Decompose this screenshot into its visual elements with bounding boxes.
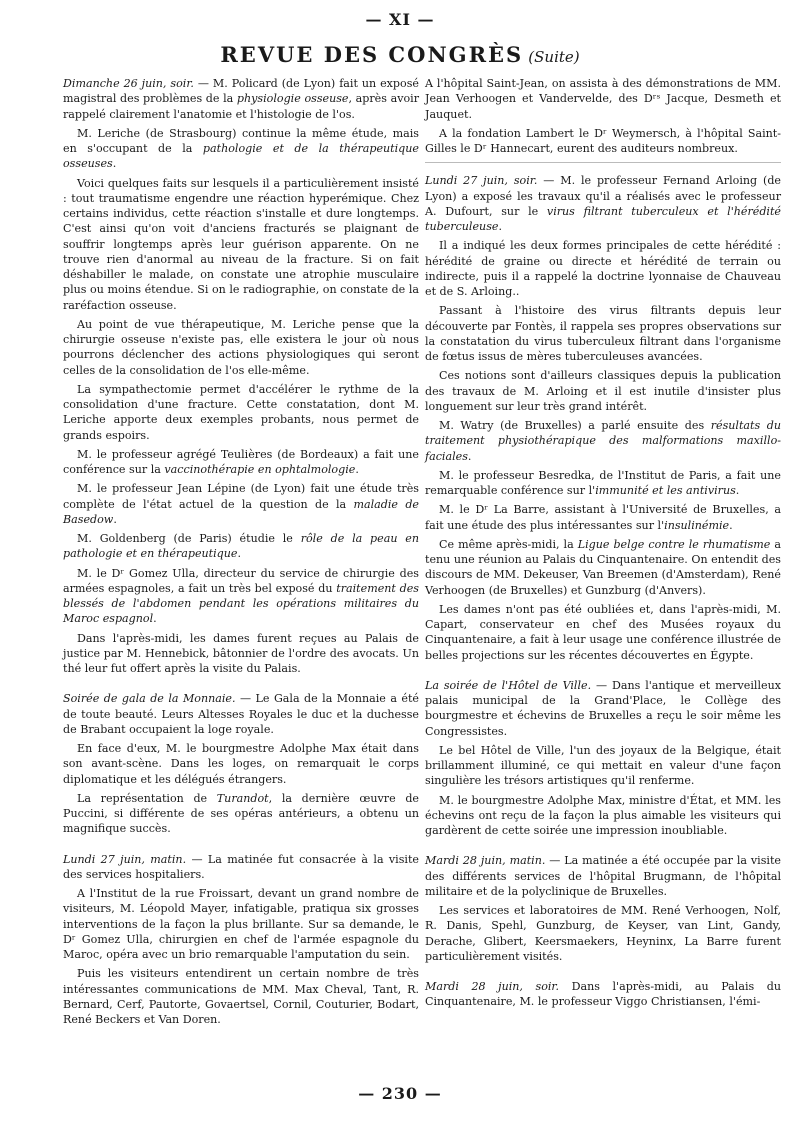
paragraph [63,126,419,172]
paragraph [425,743,781,789]
paragraph-text: Dans l'après-midi, les dames furent reçues au Palais de justice par M. Hennebick, bâtonnier de l'ordre des avocats. Un thé leur fut offert après la visite du Palais. [63,631,419,675]
paragraph-text: M. le Dʳ Gomez Ulla, directeur du service de chirurgie des armées espagnoles, a fait un très bel exposé du [63,566,419,595]
paragraph-lead: Mardi 28 juin, matin. [425,854,546,868]
paragraph [425,678,781,739]
paragraph-text: — Le Gala de la Monnaie a été de toute beauté. Leurs Altesses Royales le duc et la duchesse de Brabant occupaient la loge royale. [63,692,419,736]
paragraph-emphasis: vaccinothérapie en ophtalmologie [164,463,356,476]
paragraph [63,76,419,122]
paragraph-text-after: . [153,612,157,626]
section-gap [63,680,419,691]
paragraph-text: M. le Dʳ La Barre, assistant à l'Université de Bruxelles, a fait une étude des plus intéressantes sur l' [425,503,781,532]
section-gap [425,968,781,979]
paragraph-text: M. Goldenberg (de Paris) étudie le [77,532,301,545]
paragraph-text: — La matinée a été occupée par la visite des différents services de l'hôpital Brugmann, de l'hôpital militaire et de la polyclinique de Bruxelles. [425,854,781,898]
paragraph [425,853,781,899]
paragraph-text: Il a indiqué les deux formes principales de cette hérédité : hérédité de graine ou directe et hérédité de terrain ou indirecte, puis il a rappelé la doctrine lyonnaise de Chauveau et de S. Arloing.. [425,239,781,298]
paragraph-lead: Soirée de gala de la Monnaie. [63,692,236,706]
paragraph [425,502,781,533]
paragraph [425,903,781,964]
paragraph [425,602,781,663]
page-number: — 230 — [358,1084,442,1103]
paragraph-text-after: . [735,484,740,497]
paragraph-emphasis: Ligue belge contre le rhumatisme [577,537,771,551]
paragraph-text-after: . [355,463,359,476]
paragraph-text-after: . [498,220,502,233]
paragraph-text: M. le professeur Jean Lépine (de Lyon) fait une étude très complète de l'état actuel de la question de la [63,482,419,511]
paragraph-text: Les services et laboratoires de MM. René Verhoogen, Nolf, R. Danis, Spehl, Gunzburg, de Keyser, van Lint, Gandy, Derache, Glibert, Keersmaekers, Heyninx, La Barre furent particulièrement visités. [425,904,781,963]
paragraph [63,741,419,787]
paragraph [425,979,781,1010]
left-column [63,76,419,1031]
section-gap [425,667,781,678]
paragraph-text-after: . [237,547,241,561]
paragraph-text-after: . [467,449,472,463]
paragraph [425,126,781,157]
paragraph-text: Ce même après-midi, la [439,537,578,551]
paragraph-text: M. le professeur agrégé Teulières (de Bordeaux) a fait une conférence sur la [63,447,419,476]
section-gap [425,842,781,853]
page-header [0,42,800,67]
paragraph-emphasis: maladie de Basedow [63,497,419,526]
paragraph [63,886,419,962]
paragraph-emphasis: physiologie osseuse [236,92,349,106]
paragraph [63,852,419,883]
paragraph [63,447,419,478]
paragraph-emphasis: virus filtrant tuberculeux et l'hérédité tuberculeuse [425,204,781,233]
paragraph-lead: Dimanche 26 juin, soir. [63,77,194,90]
paragraph-lead: La soirée de l'Hôtel de Ville. [425,678,592,692]
paragraph-text: A la fondation Lambert le Dʳ Weymersch, à l'hôpital Saint-Gilles le Dʳ Hannecart, eurent des auditeurs nombreux. [425,126,781,155]
paragraph [425,418,781,464]
paragraph-text: Le bel Hôtel de Ville, l'un des joyaux de la Belgique, était brillamment illuminé, ce qui mettait en valeur d'une façon singulière les trésors artistiques qu'il renferme. [425,743,781,788]
paragraph-text: M. Leriche (de Strasbourg) continue la même étude, mais en s'occupant de la [63,126,419,155]
paragraph-text: — M. Policard (de Lyon) fait un exposé magistral des problèmes de la [63,77,419,106]
paragraph-text-after: . [113,512,117,526]
paragraph-text: — M. le professeur Fernand Arloing (de Lyon) a exposé les travaux qu'il a réalisés avec le professeur A. Dufourt, sur le [425,174,781,218]
paragraph-text-after: . [729,518,733,532]
paragraph-emphasis: insulinémie [664,518,730,532]
paragraph-text-after: , après avoir rappelé clairement l'anatomie et l'histologie de l'os. [63,92,419,121]
paragraph [63,382,419,443]
paragraph-text-after: . [112,157,117,171]
paragraph [63,531,419,562]
title-suffix: (Suite) [528,48,580,66]
paragraph [425,793,781,839]
paragraph [63,317,419,378]
paragraph-emphasis: résultats du traitement physiothérapique des malformations maxillo-faciales [425,419,781,463]
paragraph-text: Puis les visiteurs entendirent un certain nombre de très intéressantes communications de MM. Max Cheval, Tant, R. Bernard, Cerf, Pautorte, Govaertsel, Cornil, Couturier, Bodart, René Beckers et Van Doren. [63,967,419,1026]
paragraph-text: M. le bourgmestre Adolphe Max, ministre d'État, et MM. les échevins ont reçu de la façon la plus aimable les visiteurs qui gardèrent de cette soirée une impression inoubliable. [425,793,781,837]
paragraph [425,537,781,598]
paragraph [425,303,781,364]
paragraph [425,468,781,499]
paragraph-lead: Mardi 28 juin, soir. [425,980,560,993]
paragraph-text: La sympathectomie permet d'accélérer le rythme de la consolidation d'une fracture. Cette constatation, dont M. Leriche apporte deux exemples probants, nous permet de grands espoirs. [63,382,419,442]
paragraph [63,966,419,1027]
paragraph-text-after: , la dernière œuvre de Puccini, si différente de ses opéras antérieurs, a obtenu un magnifique succès. [63,791,419,836]
paragraph [63,481,419,527]
paragraph-emphasis: rôle de la peau en pathologie et en thérapeutique [63,532,419,561]
paragraph-emphasis: immunité et les antivirus [595,484,736,497]
paragraph-text: A l'hôpital Saint-Jean, on assista à des démonstrations de MM. Jean Verhoogen et Vandervelde, des Dʳˢ Jacque, Desmeth et Jauquet. [425,77,781,121]
paragraph-text: Au point de vue thérapeutique, M. Leriche pense que la chirurgie osseuse n'existe pas, elle existera le jour où nous pourrons déclencher des actions physiologiques qui seront celles de la consolidation de l'os elle-même. [63,317,419,377]
paragraph [63,176,419,313]
paragraph-text: Passant à l'histoire des virus filtrants depuis leur découverte par Fontès, il rappela ses propres observations sur la constatation du virus tuberculeux filtrant dans l'organisme de fœtus issus de mères tuberculeuses avancées. [425,304,781,363]
paragraph-text: M. Watry (de Bruxelles) a parlé ensuite des [439,419,711,432]
right-column [425,76,781,1014]
paragraph-emphasis: Turandot [216,791,269,805]
section-roman-numeral: — XI — [365,10,435,29]
paragraph-text: Ces notions sont d'ailleurs classiques depuis la publication des travaux de M. Arloing et il est inutile d'insister plus longuement sur leur très grand intérêt. [425,369,781,413]
paragraph [63,566,419,627]
paragraph [425,238,781,299]
paragraph [425,368,781,414]
paragraph-text-after: a tenu une réunion au Palais du Cinquantenaire. On entendit des discours de MM. Dekeuser, Van Breemen (d'Amsterdam), René Verhoogen (de Bruxelles) et Gunzburg (d'Anvers). [425,537,782,597]
paragraph-text: Voici quelques faits sur lesquels il a particulièrement insisté : tout traumatisme engendre une réaction hyperémique. Chez certains individus, cette réaction s'installe et dure longtemps. C'est ainsi qu'on voit d'anciens fracturés se plaignant de souffrir longtemps après leur guérison apparente. On ne trouve rien d'anormal au niveau de la fracture. Si on fait déshabiller le malade, on constate une atrophie musculaire plus ou moins étendue. Si on le radiographie, on constate de la raréfaction osseuse. [63,176,419,312]
paragraph [63,631,419,677]
paragraph-text: — La matinée fut consacrée à la visite des services hospitaliers. [63,852,419,881]
paragraph-text: Les dames n'ont pas été oubliées et, dans l'après-midi, M. Capart, conservateur en chef des Musées royaux du Cinquantenaire, a fait à leur usage une conférence illustrée de belles projections sur les récentes découvertes en Égypte. [425,602,781,662]
paragraph [425,173,781,234]
paragraph-emphasis: traitement des blessés de l'abdomen pendant les opérations militaires du Maroc espagnol [63,581,419,626]
section-divider [425,162,781,163]
journal-title: REVUE DES CONGRÈS [220,42,524,67]
paragraph-lead: Lundi 27 juin, soir. [425,174,538,188]
paragraph [63,791,419,837]
paragraph [63,691,419,737]
paragraph-lead: Lundi 27 juin, matin. [63,852,187,866]
paragraph-text: En face d'eux, M. le bourgmestre Adolphe Max était dans son avant-scène. Dans les loges, on remarquait le corps diplomatique et les délégués étrangers. [63,742,419,786]
paragraph-text: La représentation de [77,791,217,805]
paragraph-text: — Dans l'antique et merveilleux palais municipal de la Grand'Place, le Collège des bourgmestre et échevins de Bruxelles a reçu le soir même les Congressistes. [425,678,781,738]
section-gap [63,841,419,852]
paragraph-text: Dans l'après-midi, au Palais du Cinquantenaire, M. le professeur Viggo Christiansen, l'émi- [425,980,781,1009]
paragraph-text: M. le professeur Besredka, de l'Institut de Paris, a fait une remarquable conférence sur l' [425,468,781,497]
paragraph-text: A l'Institut de la rue Froissart, devant un grand nombre de visiteurs, M. Léopold Mayer, infatigable, pratiqua six grosses interventions de la façon la plus brillante. Sur sa demande, le Dʳ Gomez Ulla, chirurgien en chef de l'armée espagnole du Maroc, opéra avec un brio remarquable l'amputation du sein. [63,887,419,961]
paragraph-emphasis: pathologie et de la thérapeutique osseuses [63,142,419,171]
paragraph [425,76,781,122]
